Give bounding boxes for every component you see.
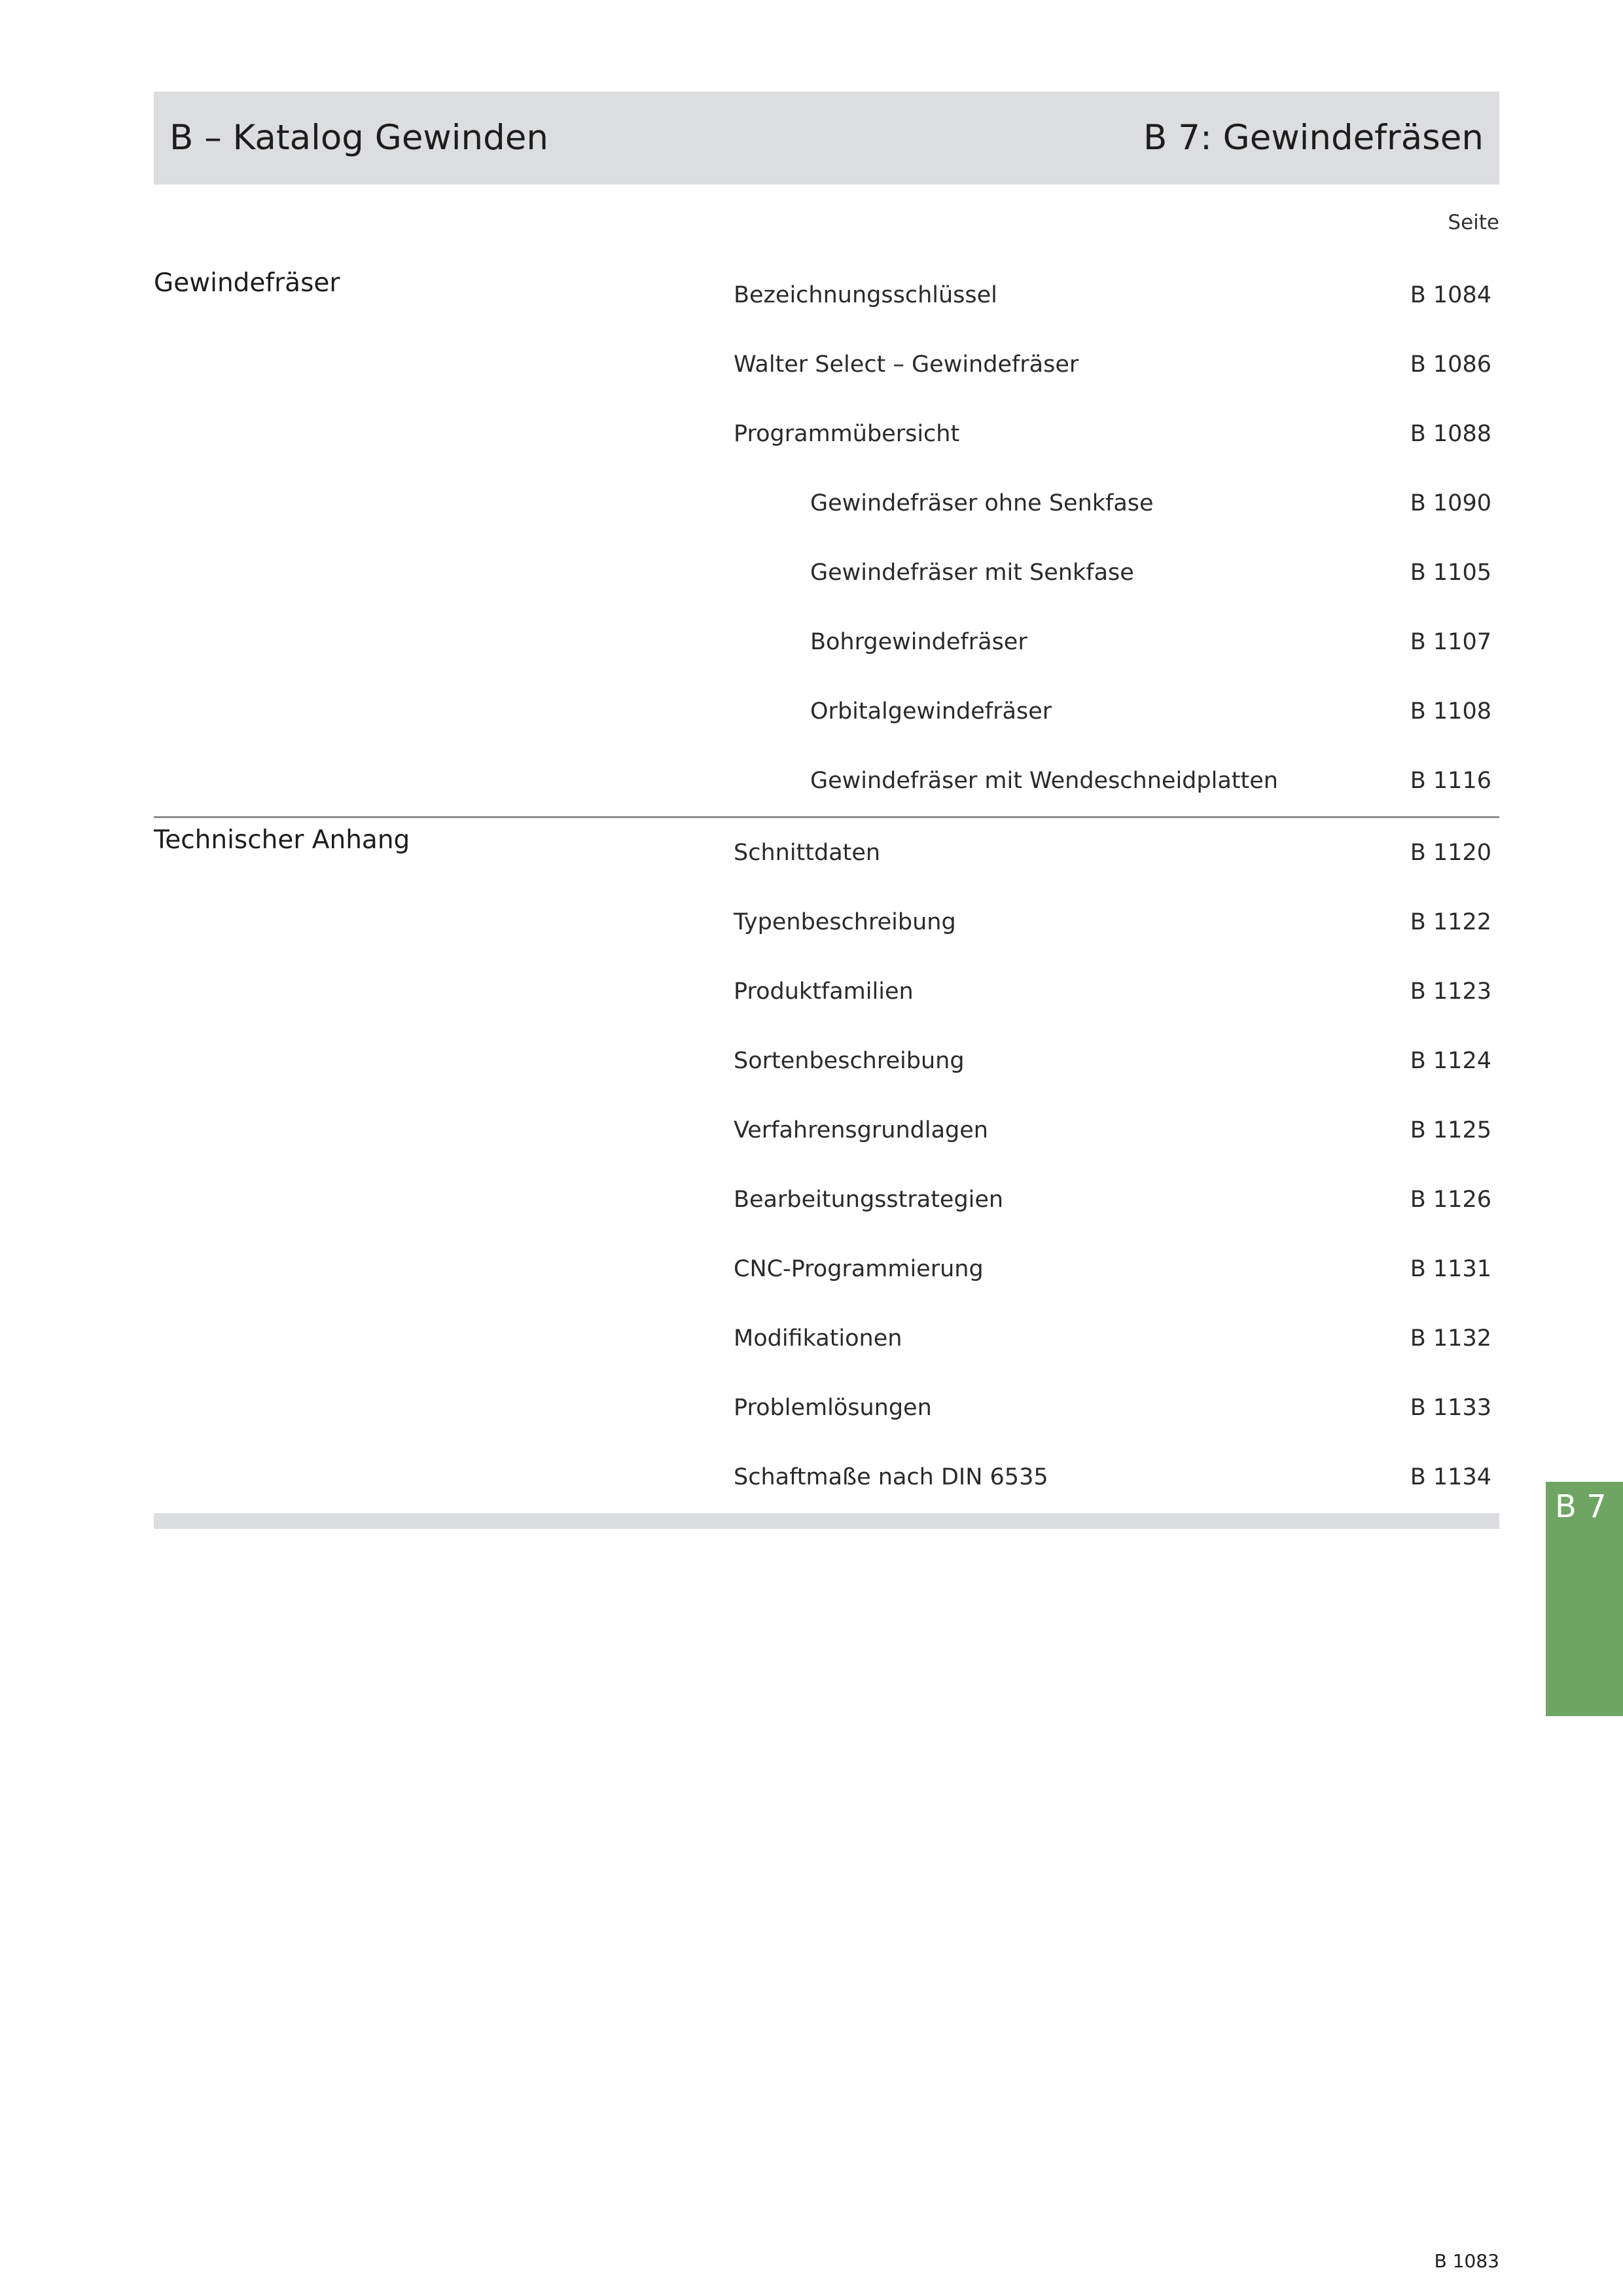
catalog-title: B – Katalog Gewinden (169, 118, 548, 158)
toc-entry-label: Orbitalgewindefräser (810, 698, 1052, 725)
chapter-tab[interactable] (1546, 1482, 1623, 1716)
toc-entry[interactable] (734, 1165, 1491, 1234)
toc-entry-page: B 1132 (1410, 1325, 1491, 1352)
toc-entry[interactable] (734, 1373, 1491, 1443)
toc-entry-page: B 1126 (1410, 1187, 1491, 1213)
toc-entry-page: B 1131 (1410, 1256, 1491, 1282)
toc-entry-label: Gewindefräser mit Wendeschneidplatten (810, 768, 1278, 794)
toc-entry-page: B 1088 (1410, 421, 1491, 447)
toc-entry-label: Schaftmaße nach DIN 6535 (734, 1464, 1048, 1490)
page-column-header: Seite (1448, 211, 1499, 234)
toc-entry-page: B 1120 (1410, 840, 1491, 866)
toc-entry-page: B 1116 (1410, 768, 1491, 794)
toc-entry-label: Walter Select – Gewindefräser (734, 351, 1079, 378)
toc-entry-label: Sortenbeschreibung (734, 1048, 965, 1074)
toc-entry[interactable] (734, 1443, 1491, 1512)
toc-entry[interactable] (734, 818, 1491, 888)
toc-entry-label: Problemlösungen (734, 1395, 932, 1421)
footer-page-number: B 1083 (1434, 2250, 1499, 2272)
toc-entry[interactable] (734, 1026, 1491, 1096)
toc-entry-page: B 1105 (1410, 560, 1491, 586)
toc-entry-label: Schnittdaten (734, 840, 881, 866)
toc-entry-label: Bezeichnungsschlüssel (734, 282, 997, 308)
toc-subentry[interactable] (734, 469, 1491, 538)
toc-entry-label: Verfahrensgrundlagen (734, 1117, 988, 1143)
toc-subentry[interactable] (734, 538, 1491, 607)
section-title: Technischer Anhang (154, 825, 410, 855)
toc-entry[interactable] (734, 1304, 1491, 1373)
toc-entry[interactable] (734, 1234, 1491, 1304)
toc-subentry[interactable] (734, 607, 1491, 677)
toc-entry-page: B 1086 (1410, 351, 1491, 378)
section-title: Gewindefräser (154, 268, 340, 298)
toc-entry-label: Typenbeschreibung (734, 909, 956, 935)
toc-entry[interactable] (734, 330, 1491, 399)
toc-entry-label: Bohrgewindefräser (810, 629, 1027, 655)
toc-entry-label: Gewindefräser ohne Senkfase (810, 490, 1154, 516)
toc-entry[interactable] (734, 957, 1491, 1026)
toc-entry[interactable] (734, 888, 1491, 957)
toc-entry-label: Produktfamilien (734, 978, 914, 1005)
toc-list (734, 260, 1491, 816)
toc-entry[interactable] (734, 399, 1491, 469)
header-bar (154, 92, 1499, 185)
toc-entry-label: CNC-Programmierung (734, 1256, 984, 1282)
toc-entry-page: B 1134 (1410, 1464, 1491, 1490)
toc-entry-label: Programmübersicht (734, 421, 960, 447)
toc-entry-page: B 1133 (1410, 1395, 1491, 1421)
toc-entry[interactable] (734, 1096, 1491, 1165)
toc-entry-page: B 1125 (1410, 1117, 1491, 1143)
toc-entry-page: B 1107 (1410, 629, 1491, 655)
toc-entry[interactable] (734, 260, 1491, 330)
toc-entry-page: B 1108 (1410, 698, 1491, 725)
toc-subentry[interactable] (734, 746, 1491, 816)
toc-list (734, 818, 1491, 1512)
section-end-bar (154, 1513, 1499, 1529)
chapter-title: B 7: Gewindefräsen (1143, 118, 1484, 158)
toc-entry-page: B 1084 (1410, 282, 1491, 308)
toc-entry-page: B 1123 (1410, 978, 1491, 1005)
toc-entry-page: B 1122 (1410, 909, 1491, 935)
chapter-tab-label: B 7 (1555, 1488, 1607, 1525)
toc-entry-page: B 1124 (1410, 1048, 1491, 1074)
toc-entry-label: Gewindefräser mit Senkfase (810, 560, 1134, 586)
toc-subentry[interactable] (734, 677, 1491, 746)
toc-entry-page: B 1090 (1410, 490, 1491, 516)
toc-entry-label: Bearbeitungsstrategien (734, 1187, 1004, 1213)
toc-entry-label: Modifikationen (734, 1325, 902, 1352)
